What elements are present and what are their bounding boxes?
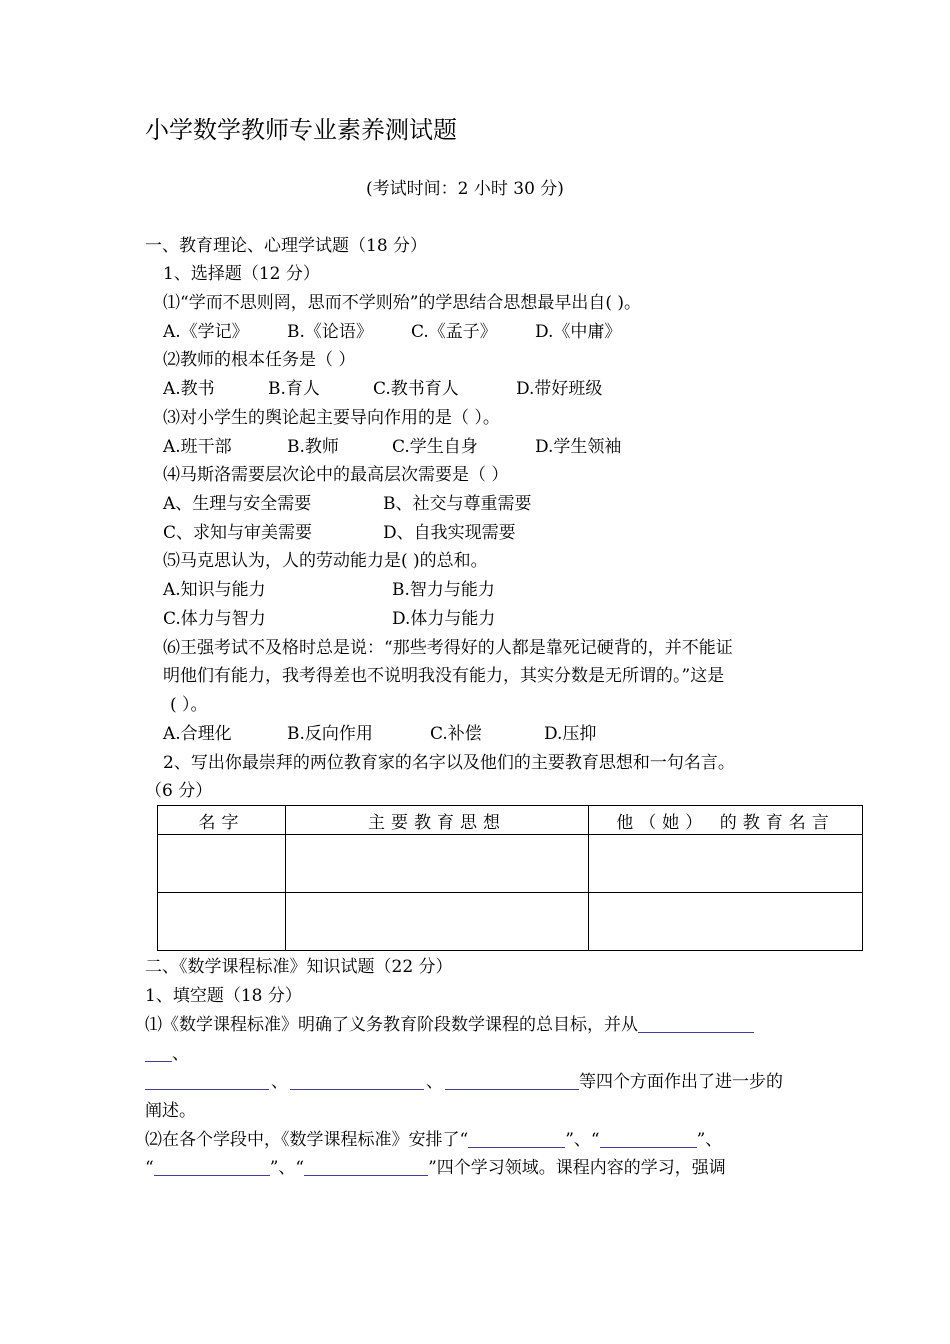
fill-blank[interactable] bbox=[304, 1157, 428, 1176]
q1-option-b: B.《论语》 bbox=[287, 322, 373, 342]
table-cell-thought[interactable] bbox=[286, 835, 589, 893]
header-name: 名字 bbox=[158, 806, 286, 835]
q5-option-a: A.知识与能力 bbox=[163, 580, 266, 600]
fill-q2-line1 bbox=[145, 1129, 722, 1151]
q2-option-a: A.教书 bbox=[163, 379, 215, 399]
table-row bbox=[158, 835, 863, 893]
section1-heading: 一、教育理论、心理学试题（18 分） bbox=[145, 236, 428, 256]
q1-option-c: C.《孟子》 bbox=[411, 322, 497, 342]
fill-blank[interactable] bbox=[600, 1129, 697, 1148]
part2-score: （6 分） bbox=[145, 781, 213, 801]
q3-option-b: B.教师 bbox=[287, 437, 339, 457]
fill-q2-line2 bbox=[145, 1157, 726, 1179]
q6-stem-line2: 明他们有能力，我考得差也不说明我没有能力，其实分数是无所谓的。”这是 bbox=[163, 666, 725, 686]
q5-stem: ⑸马克思认为，人的劳动能力是( )的总和。 bbox=[163, 551, 488, 571]
fill-q1-sep2: 、 bbox=[271, 1072, 288, 1092]
q5-option-b: B.智力与能力 bbox=[392, 580, 495, 600]
q4-option-b: B、社交与尊重需要 bbox=[383, 494, 532, 514]
fill-q2-sep2: ”、 bbox=[696, 1130, 723, 1150]
table-cell-quote[interactable] bbox=[589, 835, 863, 893]
fill-q2-open3: “ bbox=[145, 1158, 154, 1178]
q6-option-b: B.反向作用 bbox=[287, 724, 373, 744]
fill-in-heading: 1、填空题（18 分） bbox=[145, 986, 302, 1006]
fill-q1-line4: 阐述。 bbox=[145, 1101, 196, 1121]
fill-blank[interactable] bbox=[638, 1014, 754, 1033]
q6-stem-line3: ( ）。 bbox=[170, 695, 208, 715]
fill-q1-text-a: ⑴《数学课程标准》明确了义务教育阶段数学课程的总目标，并从 bbox=[145, 1015, 638, 1035]
fill-blank[interactable] bbox=[468, 1129, 565, 1148]
section2-heading: 二、《数学课程标准》知识试题（22 分） bbox=[145, 957, 453, 977]
fill-blank[interactable] bbox=[290, 1071, 424, 1090]
table-row bbox=[158, 893, 863, 951]
q3-option-c: C.学生自身 bbox=[392, 437, 478, 457]
header-quote: 他（她） 的教育名言 bbox=[589, 806, 863, 835]
q3-option-a: A.班干部 bbox=[163, 437, 232, 457]
fill-q2-text-b: ”四个学习领域。课程内容的学习，强调 bbox=[428, 1158, 726, 1178]
q1-option-a: A.《学记》 bbox=[163, 322, 249, 342]
fill-q1-line2 bbox=[145, 1043, 189, 1065]
table-header-row bbox=[158, 806, 863, 835]
q6-option-c: C.补偿 bbox=[430, 724, 482, 744]
fill-q1-line1 bbox=[145, 1014, 754, 1036]
exam-time: (考试时间：2 小时 30 分) bbox=[366, 179, 564, 199]
fill-blank[interactable] bbox=[154, 1157, 270, 1176]
q4-option-c: C、求知与审美需要 bbox=[163, 523, 313, 543]
educator-table bbox=[157, 805, 863, 951]
q6-option-d: D.压抑 bbox=[544, 724, 597, 744]
table-cell-thought[interactable] bbox=[286, 893, 589, 951]
q5-option-c: C.体力与智力 bbox=[163, 609, 266, 629]
q6-option-a: A.合理化 bbox=[163, 724, 232, 744]
page-title: 小学数学教师专业素养测试题 bbox=[145, 116, 457, 144]
fill-q2-sep1: ”、“ bbox=[565, 1130, 600, 1150]
q5-option-d: D.体力与能力 bbox=[392, 609, 496, 629]
fill-q1-sep1: 、 bbox=[172, 1044, 189, 1064]
q1-stem: ⑴“学而不思则罔，思而不学则殆”的学思结合思想最早出自( )。 bbox=[163, 293, 642, 313]
table-cell-name[interactable] bbox=[158, 835, 286, 893]
q1-option-d: D.《中庸》 bbox=[535, 322, 622, 342]
table-cell-name[interactable] bbox=[158, 893, 286, 951]
fill-q2-text-a: ⑵在各个学段中，《数学课程标准》安排了“ bbox=[145, 1130, 469, 1150]
part1-heading: 1、选择题（12 分） bbox=[163, 264, 320, 284]
table-cell-quote[interactable] bbox=[589, 893, 863, 951]
fill-q1-text-b: 等四个方面作出了进一步的 bbox=[579, 1072, 783, 1092]
fill-q2-sep3: ”、“ bbox=[269, 1158, 305, 1178]
fill-blank[interactable] bbox=[145, 1043, 172, 1062]
header-thought: 主要教育思想 bbox=[286, 806, 589, 835]
part2-heading: 2、写出你最崇拜的两位教育家的名字以及他们的主要教育思想和一句名言。 bbox=[163, 753, 735, 773]
fill-blank[interactable] bbox=[145, 1071, 269, 1090]
q2-stem: ⑵教师的根本任务是（ ） bbox=[163, 350, 356, 370]
q2-option-c: C.教书育人 bbox=[373, 379, 459, 399]
q6-stem-line1: ⑹王强考试不及格时总是说：“那些考得好的人都是靠死记硬背的，并不能证 bbox=[163, 638, 733, 658]
q2-option-d: D.带好班级 bbox=[516, 379, 603, 399]
q4-option-a: A、生理与安全需要 bbox=[163, 494, 312, 514]
q3-option-d: D.学生领袖 bbox=[535, 437, 622, 457]
fill-blank[interactable] bbox=[445, 1071, 579, 1090]
q3-stem: ⑶对小学生的舆论起主要导向作用的是（ ）。 bbox=[163, 408, 500, 428]
q2-option-b: B.育人 bbox=[268, 379, 320, 399]
fill-q1-sep3: 、 bbox=[426, 1072, 443, 1092]
q4-stem: ⑷马斯洛需要层次论中的最高层次需要是（ ） bbox=[163, 465, 509, 485]
fill-q1-line3 bbox=[145, 1071, 783, 1093]
q4-option-d: D、自我实现需要 bbox=[383, 523, 516, 543]
